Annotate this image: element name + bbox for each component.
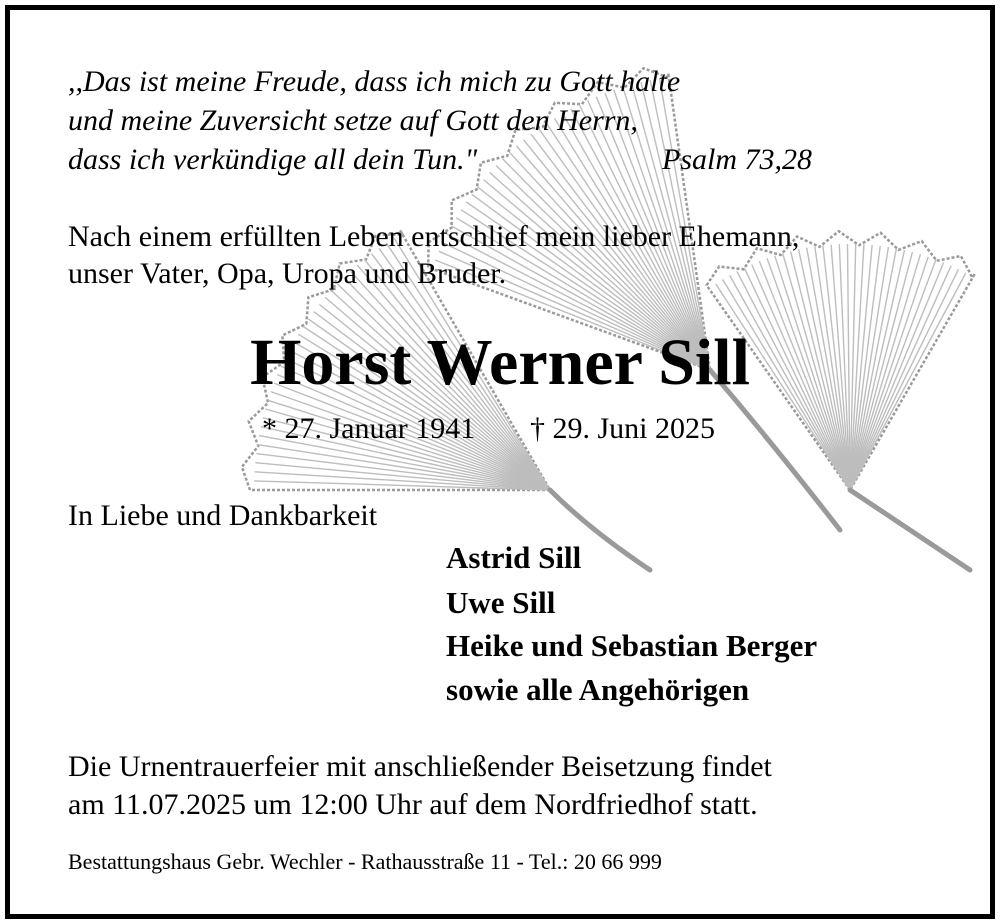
intro-line-1: Nach einem erfüllten Leben entschlief mein lieber Ehemann, [68,220,800,253]
ceremony-line-2: am 11.07.2025 um 12:00 Uhr auf dem Nordfriedhof statt. [68,788,758,821]
mourners-intro: In Liebe und Dankbarkeit [68,499,378,532]
quote-line-3: dass ich verkündige all dein Tun." [68,143,478,176]
mourner-name: sowie alle Angehörigen [446,672,750,707]
mourner-name: Heike und Sebastian Berger [446,628,818,663]
funeral-home-contact: Bestattungshaus Gebr. Wechler - Rathausstraße 11 - Tel.: 20 66 999 [68,849,662,874]
quote-line-1: ,,Das ist meine Freude, dass ich mich zu Gott halte [68,65,681,98]
quote-source: Psalm 73,28 [662,143,812,176]
quote-line-2: und meine Zuversicht setze auf Gott den Herrn, [68,104,638,137]
deceased-name: Horst Werner Sill [250,326,750,399]
ginkgo-stem [850,490,970,570]
mourner-name: Astrid Sill [446,540,582,575]
obituary-notice [5,5,995,919]
death-date: † 29. Juni 2025 [530,412,716,445]
mourner-name: Uwe Sill [446,585,556,620]
ceremony-line-1: Die Urnentrauerfeier mit anschließender Beisetzung findet [68,750,772,783]
intro-line-2: unser Vater, Opa, Uropa und Bruder. [68,257,507,290]
birth-date: * 27. Januar 1941 [262,412,476,445]
